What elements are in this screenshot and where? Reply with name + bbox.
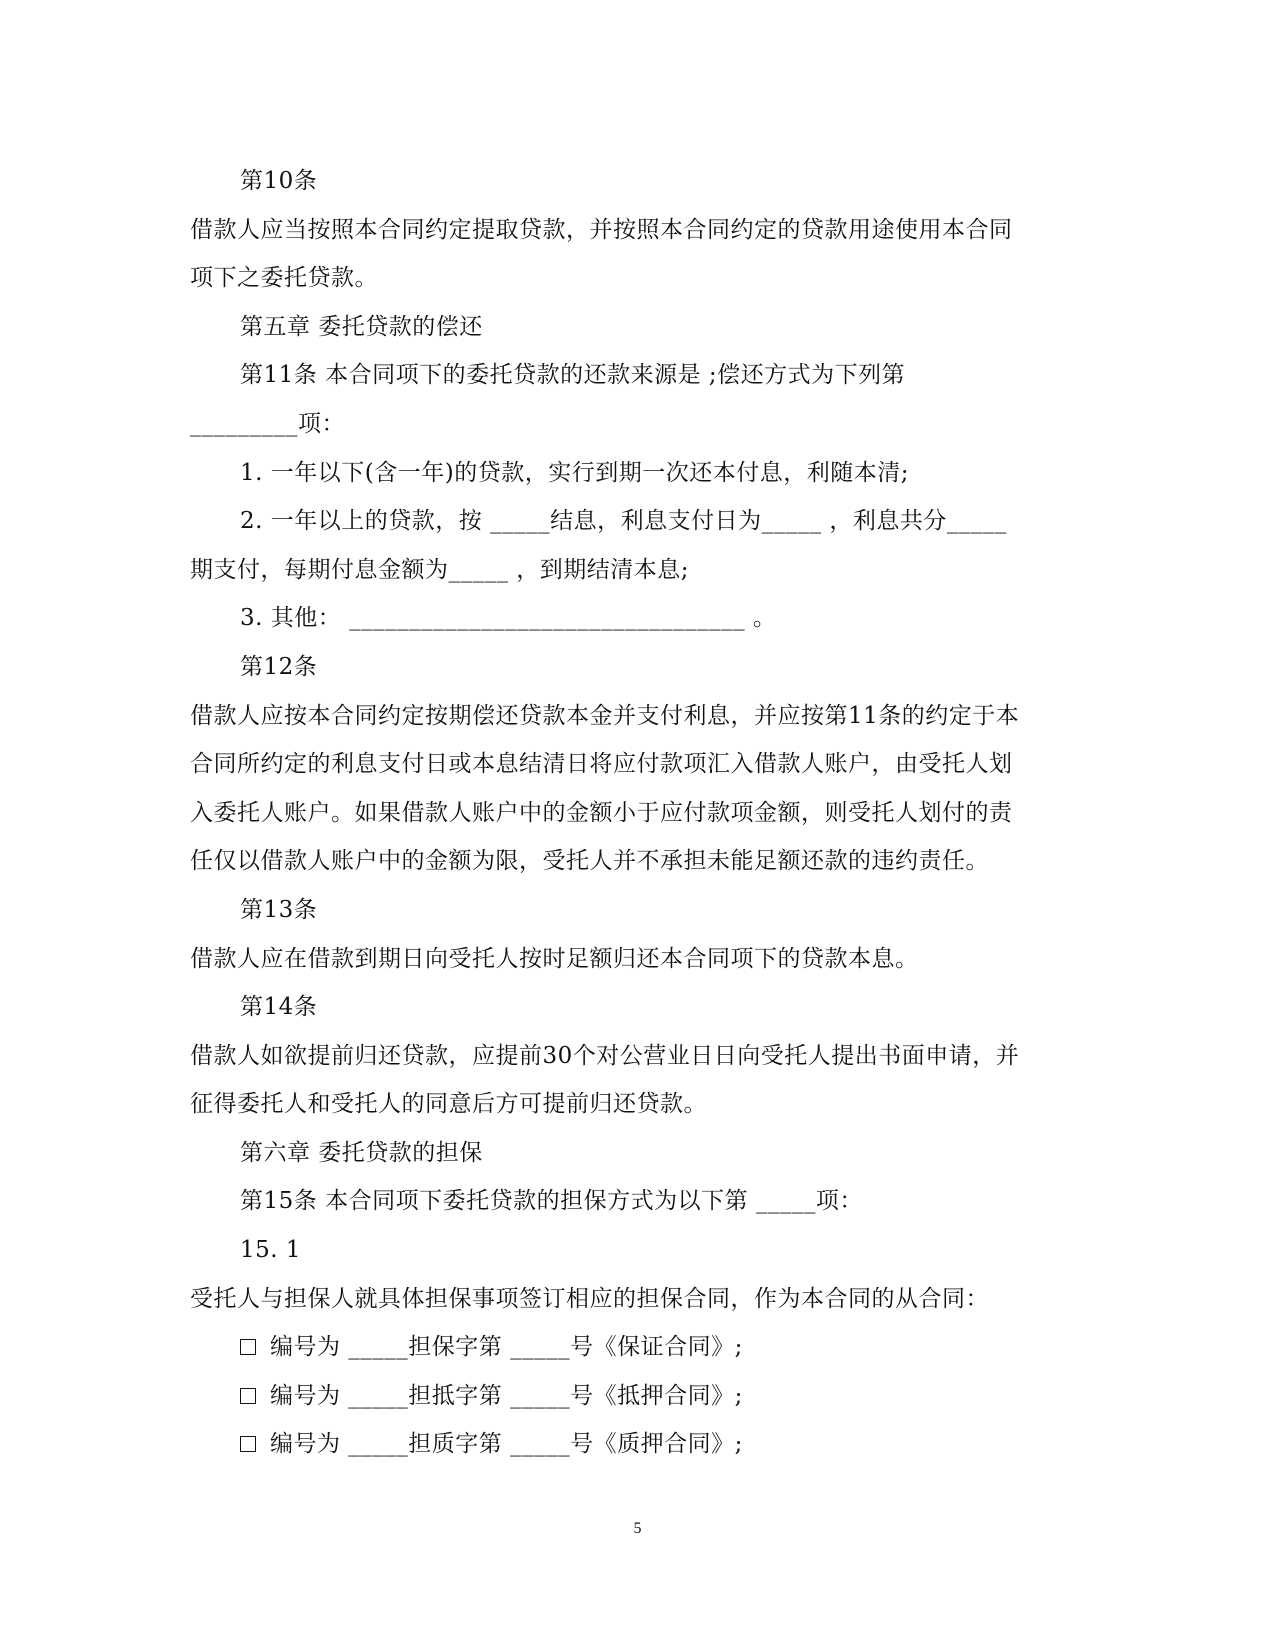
repayment-option-2-continued: 期支付，每期付息金额为_____ ，到期结清本息; — [190, 556, 690, 583]
clause-15-1-text-line: 受托人与担保人就具体担保事项签订相应的担保合同，作为本合同的从合同： — [190, 1285, 989, 1312]
article-12-text-line: 借款人应按本合同约定按期偿还贷款本金并支付利息，并应按第11条的约定于本 — [190, 702, 1020, 729]
article-13-text-line: 借款人应在借款到期日向受托人按时足额归还本合同项下的贷款本息。 — [190, 945, 919, 972]
article-14-heading: 第14条 — [240, 994, 318, 1021]
article-10-text-line: 项下之委托贷款。 — [190, 265, 378, 292]
clause-15-1-heading: 15. 1 — [240, 1237, 302, 1264]
article-15-text-line: 第15条 本合同项下委托贷款的担保方式为以下第 _____项： — [240, 1188, 863, 1215]
pledge-contract-label: 编号为 _____担质字第 _____号《质押合同》; — [270, 1431, 743, 1458]
article-12-text-line: 合同所约定的利息支付日或本息结清日将应付款项汇入借款人账户，由受托人划 — [190, 751, 1013, 778]
article-10-text-line: 借款人应当按照本合同约定提取贷款，并按照本合同约定的贷款用途使用本合同 — [190, 216, 1013, 243]
guarantee-contract-label: 编号为 _____担保字第 _____号《保证合同》; — [270, 1334, 743, 1361]
article-12-text-line: 任仅以借款人账户中的金额为限，受托人并不承担未能足额还款的违约责任。 — [190, 848, 989, 875]
repayment-option-1: 1. 一年以下(含一年)的贷款，实行到期一次还本付息，利随本清; — [240, 459, 909, 486]
article-11-text-line: 第11条 本合同项下的委托贷款的还款来源是 ;偿还方式为下列第 — [240, 362, 906, 389]
page-number: 5 — [633, 1520, 642, 1537]
article-14-text-line: 借款人如欲提前归还贷款，应提前30个对公营业日日向受托人提出书面申请，并 — [190, 1042, 1020, 1069]
checkbox-icon — [240, 1339, 256, 1355]
article-10-heading: 第10条 — [240, 168, 318, 194]
mortgage-contract-option — [190, 1372, 1070, 1421]
checkbox-icon — [240, 1436, 256, 1452]
chapter-5-heading: 第五章 委托贷款的偿还 — [240, 313, 483, 340]
article-12-text-line: 入委托人账户。如果借款人账户中的金额小于应付款项金额，则受托人划付的责 — [190, 799, 1013, 826]
article-13-heading: 第13条 — [240, 896, 318, 923]
article-11-text-line: _________项： — [190, 410, 345, 437]
guarantee-contract-option — [190, 1323, 1070, 1372]
chapter-6-heading: 第六章 委托贷款的担保 — [240, 1139, 483, 1166]
repayment-option-2: 2. 一年以上的贷款，按 _____结息，利息支付日为_____ ，利息共分_____ — [240, 508, 1007, 535]
repayment-option-3: 3. 其他： _________________________________ 。 — [240, 605, 777, 632]
article-14-text-line: 征得委托人和受托人的同意后方可提前归还贷款。 — [190, 1091, 707, 1118]
mortgage-contract-label: 编号为 _____担抵字第 _____号《抵押合同》; — [270, 1382, 743, 1409]
document-body — [190, 157, 1070, 1469]
pledge-contract-option — [190, 1420, 1070, 1469]
checkbox-icon — [240, 1388, 256, 1404]
article-12-heading: 第12条 — [240, 653, 318, 680]
